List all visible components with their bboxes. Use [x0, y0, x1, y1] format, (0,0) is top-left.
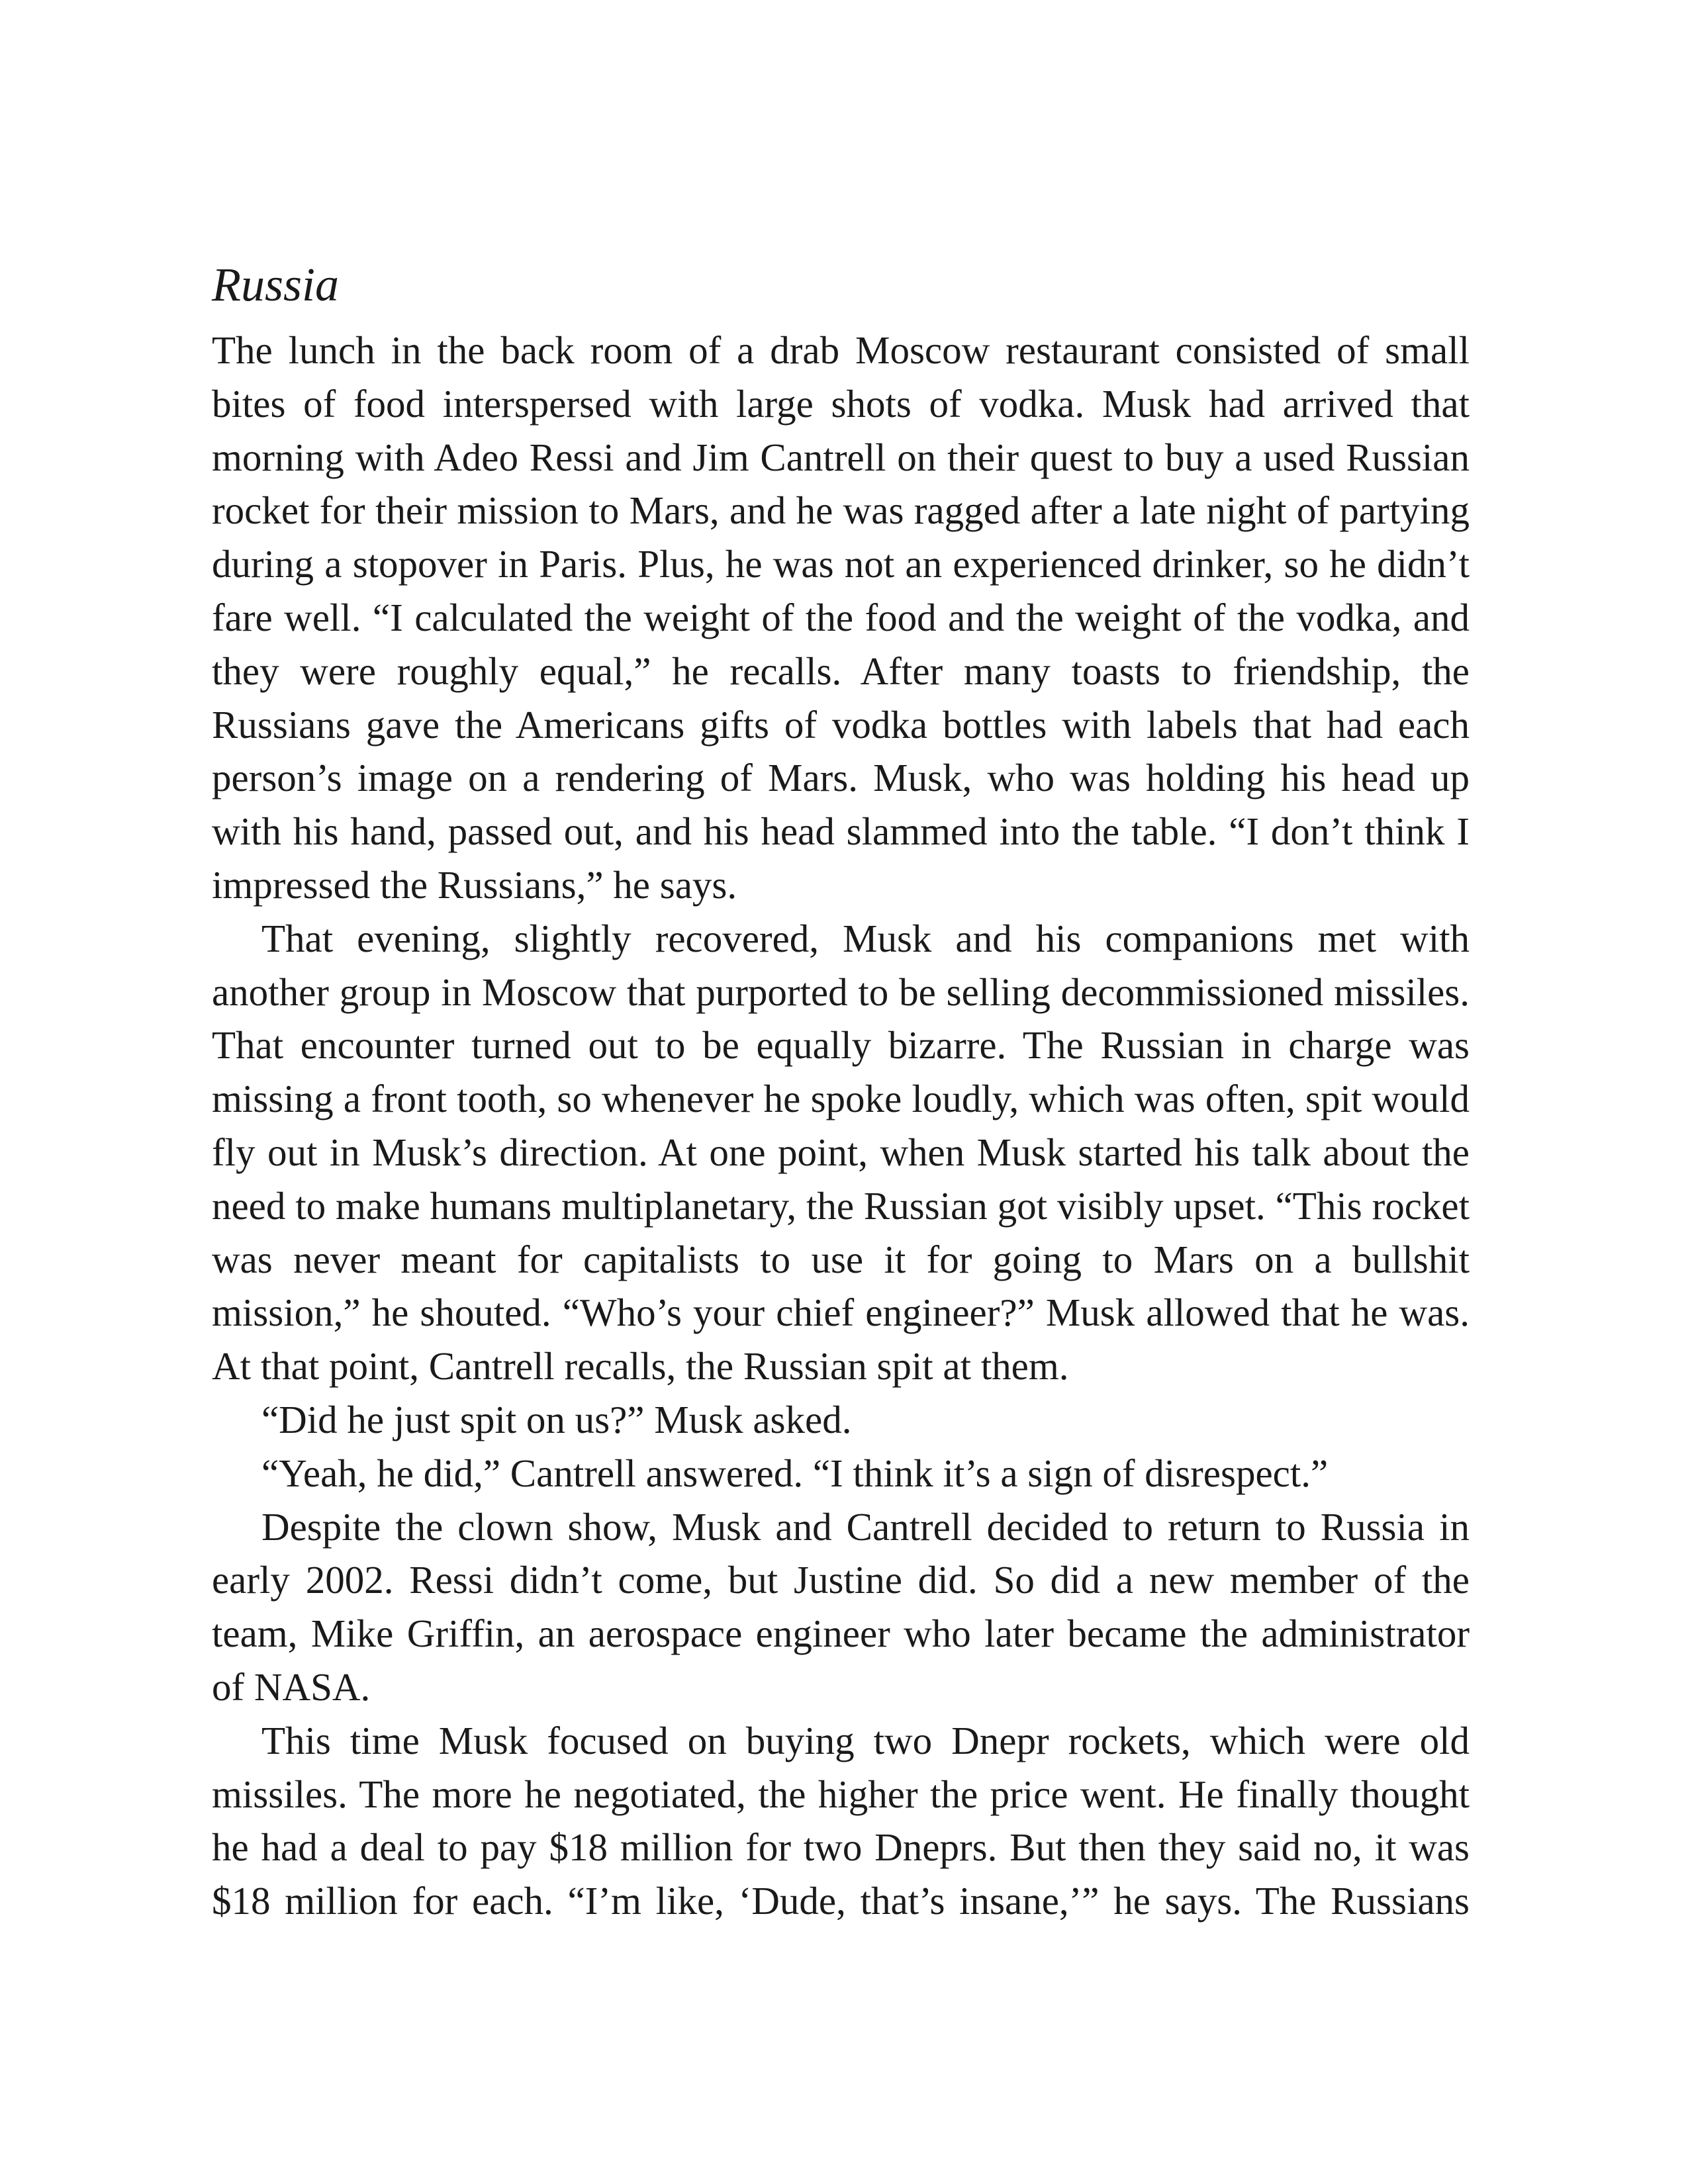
paragraph-6: This time Musk focused on buying two Dnepr rockets, which were old missiles. The more he negotiated, the higher the price went. He finally thought he had a deal to pay $18 million for two Dneprs. But then they said no, it was $18 million for each. “I’m like, ‘Dude, that’s insane,’” he says. The Russians — [212, 1718, 1470, 1923]
paragraph-3: “Did he just spit on us?” Musk asked. — [261, 1397, 852, 1441]
section-title: Russia — [212, 258, 340, 311]
paragraph-1: The lunch in the back room of a drab Moscow restaurant consisted of small bites of food interspersed with large shots of vodka. Musk had arrived that morning with Adeo Ressi and Jim Cantrell on their quest to buy a used Russian rocket for their mission to Mars, and he was ragged after a late night of partying during a stopover in Paris. Plus, he was not an experienced drinker, so he didn’t fare well. “I calculated the weight of the food and the weight of the vodka, and they were roughly equal,” he recalls. After many toasts to friendship, the Russians gave the Americans gifts of vodka bottles with labels that had each person’s image on a rendering of Mars. Musk, who was holding his head up with his hand, passed out, and his head slammed into the table. “I don’t think I impressed the Russians,” he says. — [212, 328, 1470, 907]
paragraph-4: “Yeah, he did,” Cantrell answered. “I think it’s a sign of disrespect.” — [261, 1451, 1329, 1495]
book-page — [212, 255, 1470, 1928]
paragraph-5: Despite the clown show, Musk and Cantrell decided to return to Russia in early 2002. Ressi didn’t come, but Justine did. So did a new member of the team, Mike Griffin, an aerospace engineer who later became the administrator of NASA. — [212, 1504, 1470, 1709]
paragraph-2: That evening, slightly recovered, Musk and his companions met with another group in Moscow that purported to be selling decommissioned missiles. That encounter turned out to be equally bizarre. The Russian in charge was missing a front tooth, so whenever he spoke loudly, which was often, spit would fly out in Musk’s direction. At one point, when Musk started his talk about the need to make humans multiplanetary, the Russian got visibly upset. “This rocket was never meant for capitalists to use it for going to Mars on a bullshit mission,” he shouted. “Who’s your chief engineer?” Musk allowed that he was. At that point, Cantrell recalls, the Russian spit at them. — [212, 916, 1470, 1388]
